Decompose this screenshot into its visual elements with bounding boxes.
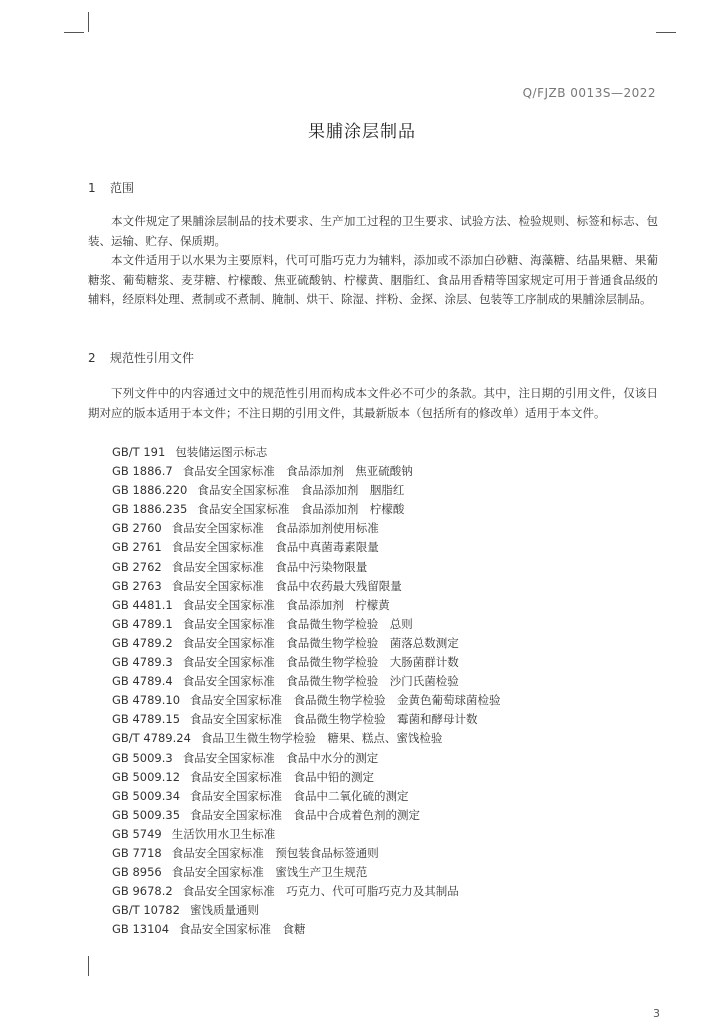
reference-item bbox=[112, 634, 501, 653]
reference-item bbox=[112, 863, 501, 882]
reference-title: 食品安全国家标准 食品中污染物限量 bbox=[171, 559, 368, 574]
reference-item bbox=[112, 596, 501, 615]
standard-code: Q/FJZB 0013S—2022 bbox=[522, 86, 656, 100]
reference-code: GB 2760 bbox=[112, 521, 162, 536]
reference-item bbox=[112, 882, 501, 901]
reference-item bbox=[112, 729, 501, 748]
reference-title: 食品安全国家标准 食品中水分的测定 bbox=[182, 750, 379, 765]
reference-title: 蜜饯质量通则 bbox=[189, 903, 259, 918]
reference-title: 食品安全国家标准 食品中二氧化硫的测定 bbox=[190, 788, 409, 803]
section-1-heading bbox=[88, 179, 134, 196]
reference-list bbox=[112, 443, 501, 939]
reference-code: GB 4789.1 bbox=[112, 616, 173, 631]
reference-item bbox=[112, 653, 501, 672]
reference-item bbox=[112, 558, 501, 577]
section-number: 1 bbox=[88, 181, 96, 195]
reference-code: GB 2762 bbox=[112, 559, 162, 574]
crop-mark-bottom-left-vertical bbox=[88, 956, 89, 976]
reference-item bbox=[112, 749, 501, 768]
reference-item bbox=[112, 615, 501, 634]
reference-code: GB 4789.4 bbox=[112, 674, 173, 689]
reference-title: 食品卫生微生物学检验 糖果、糕点、蜜饯检验 bbox=[200, 731, 443, 746]
reference-code: GB 5009.12 bbox=[112, 769, 181, 784]
reference-item bbox=[112, 768, 501, 787]
reference-title: 食品安全国家标准 食品中农药最大残留限量 bbox=[171, 578, 402, 593]
section-2-heading bbox=[88, 349, 194, 366]
reference-item bbox=[112, 577, 501, 596]
reference-code: GB 9678.2 bbox=[112, 884, 173, 899]
reference-code: GB 1886.235 bbox=[112, 502, 188, 517]
section-1-paragraph-1: 本文件规定了果脯涂层制品的技术要求、生产加工过程的卫生要求、试验方法、检验规则、标签和标志、包装、运输、贮存、保质期。 bbox=[88, 214, 658, 248]
reference-item bbox=[112, 901, 501, 920]
reference-code: GB 4481.1 bbox=[112, 597, 173, 612]
reference-item bbox=[112, 462, 501, 481]
reference-title: 包装储运图示标志 bbox=[175, 445, 268, 459]
reference-code: GB 8956 bbox=[112, 865, 162, 880]
reference-item bbox=[112, 825, 501, 844]
reference-item bbox=[112, 806, 501, 825]
reference-title: 食品安全国家标准 预包装食品标签通则 bbox=[171, 845, 379, 860]
reference-code: GB 5009.35 bbox=[112, 807, 181, 822]
reference-item bbox=[112, 443, 501, 462]
reference-item bbox=[112, 710, 501, 729]
reference-title: 食品安全国家标准 食品微生物学检验 金黄色葡萄球菌检验 bbox=[190, 693, 501, 708]
reference-title: 食品安全国家标准 食品中真菌毒素限量 bbox=[171, 540, 379, 555]
reference-title: 食品安全国家标准 食品中合成着色剂的测定 bbox=[190, 807, 421, 822]
reference-code: GB 7718 bbox=[112, 845, 162, 860]
reference-item bbox=[112, 844, 501, 863]
reference-code: GB 1886.220 bbox=[112, 483, 188, 498]
reference-code: GB 1886.7 bbox=[112, 464, 173, 479]
reference-code: GB 5749 bbox=[112, 826, 162, 841]
crop-mark-top-left-vertical bbox=[88, 12, 89, 32]
reference-title: 食品安全国家标准 食品微生物学检验 大肠菌群计数 bbox=[182, 655, 459, 670]
reference-title: 食品安全国家标准 食品添加剂 柠檬黄 bbox=[182, 597, 390, 612]
reference-title: 食品安全国家标准 食品微生物学检验 菌落总数测定 bbox=[182, 635, 459, 650]
reference-code: GB 4789.3 bbox=[112, 655, 173, 670]
reference-code: GB/T 4789.24 bbox=[112, 731, 191, 746]
reference-code: GB 13104 bbox=[112, 922, 170, 937]
section-title: 范围 bbox=[110, 181, 135, 195]
document-title: 果脯涂层制品 bbox=[308, 122, 416, 142]
reference-item bbox=[112, 500, 501, 519]
reference-title: 食品安全国家标准 食品添加剂 焦亚硫酸钠 bbox=[182, 464, 413, 479]
section-2-paragraph-1: 下列文件中的内容通过文中的规范性引用而构成本文件必不可少的条款。其中，注日期的引用文件，仅该日期对应的版本适用于本文件；不注日期的引用文件，其最新版本（包括所有的修改单）适用于本文件。 bbox=[88, 386, 658, 420]
section-number: 2 bbox=[88, 351, 96, 365]
reference-title: 食品安全国家标准 食品微生物学检验 总则 bbox=[182, 616, 413, 631]
reference-item bbox=[112, 920, 501, 939]
reference-title: 食品安全国家标准 食品微生物学检验 沙门氏菌检验 bbox=[182, 674, 459, 689]
reference-title: 食品安全国家标准 食品添加剂使用标准 bbox=[171, 521, 379, 536]
reference-title: 食品安全国家标准 食糖 bbox=[179, 922, 306, 937]
reference-item bbox=[112, 787, 501, 806]
reference-item bbox=[112, 481, 501, 500]
reference-code: GB/T 10782 bbox=[112, 903, 180, 918]
reference-title: 食品安全国家标准 蜜饯生产卫生规范 bbox=[171, 865, 368, 880]
reference-code: GB 2763 bbox=[112, 578, 162, 593]
reference-title: 食品安全国家标准 食品中铅的测定 bbox=[190, 769, 375, 784]
crop-mark-top-left-horizontal bbox=[64, 32, 84, 33]
reference-code: GB/T 191 bbox=[112, 445, 166, 459]
reference-code: GB 4789.10 bbox=[112, 693, 181, 708]
reference-title: 食品安全国家标准 食品微生物学检验 霉菌和酵母计数 bbox=[190, 712, 478, 727]
section-1-paragraph-2: 本文件适用于以水果为主要原料，代可可脂巧克力为辅料，添加或不添加白砂糖、海藻糖、结晶果糖、果葡糖浆、葡萄糖浆、麦芽糖、柠檬酸、焦亚硫酸钠、柠檬黄、胭脂红、食品用香精等国家规定可用于普通食品级的辅料，经原料处理、煮制或不煮制、腌制、烘干、除湿、拌粉、金探、涂层、包装等工序制成的果脯涂层制品。 bbox=[88, 253, 658, 306]
page-number: 3 bbox=[653, 1007, 660, 1020]
section-title: 规范性引用文件 bbox=[110, 351, 195, 365]
reference-code: GB 5009.3 bbox=[112, 750, 173, 765]
reference-code: GB 2761 bbox=[112, 540, 162, 555]
reference-item bbox=[112, 672, 501, 691]
reference-title: 食品安全国家标准 食品添加剂 胭脂红 bbox=[197, 483, 405, 498]
reference-item bbox=[112, 538, 501, 557]
reference-title: 食品安全国家标准 巧克力、代可可脂巧克力及其制品 bbox=[182, 884, 459, 899]
reference-item bbox=[112, 691, 501, 710]
reference-title: 生活饮用水卫生标准 bbox=[171, 826, 276, 841]
reference-code: GB 5009.34 bbox=[112, 788, 181, 803]
reference-code: GB 4789.15 bbox=[112, 712, 181, 727]
reference-item bbox=[112, 519, 501, 538]
crop-mark-top-right-horizontal bbox=[656, 32, 676, 33]
reference-code: GB 4789.2 bbox=[112, 635, 173, 650]
reference-title: 食品安全国家标准 食品添加剂 柠檬酸 bbox=[197, 502, 405, 517]
